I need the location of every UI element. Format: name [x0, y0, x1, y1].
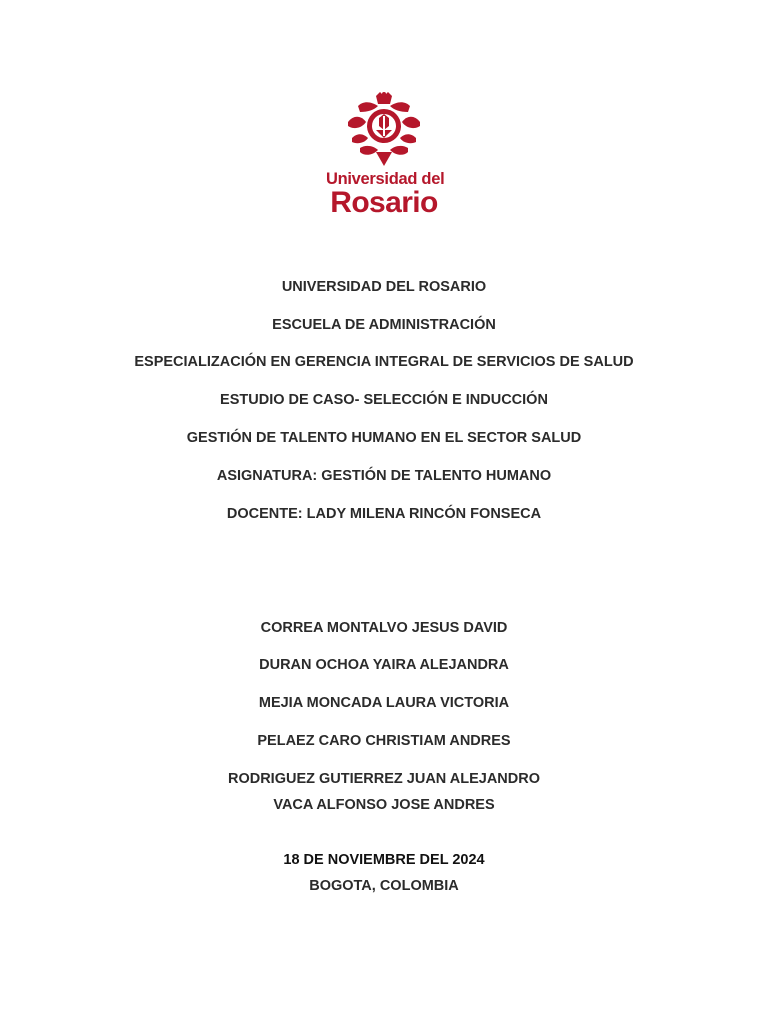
author-name: VACA ALFONSO JOSE ANDRES — [273, 797, 495, 813]
author-name: RODRIGUEZ GUTIERREZ JUAN ALEJANDRO — [227, 771, 541, 787]
author-name: DURAN OCHOA YAIRA ALEJANDRA — [259, 657, 509, 673]
logo-text-line1: Universidad del — [326, 170, 445, 188]
school-title: ESCUELA DE ADMINISTRACIÓN — [272, 317, 496, 333]
university-logo — [326, 92, 445, 226]
program-title: ESPECIALIZACIÓN EN GERENCIA INTEGRAL DE SERVICIOS DE SALUD — [134, 354, 634, 370]
university-crest-icon — [346, 92, 422, 166]
case-study-title: ESTUDIO DE CASO- SELECCIÓN E INDUCCIÓN — [220, 392, 548, 408]
subject-line: ASIGNATURA: GESTIÓN DE TALENTO HUMANO — [216, 468, 552, 484]
author-name: MEJIA MONCADA LAURA VICTORIA — [258, 695, 510, 711]
author-name: PELAEZ CARO CHRISTIAM ANDRES — [257, 733, 511, 749]
document-date: 18 DE NOVIEMBRE DEL 2024 — [283, 852, 485, 868]
logo-text-line2: Rosario — [330, 186, 438, 219]
document-place: BOGOTA, COLOMBIA — [309, 878, 459, 894]
author-name: CORREA MONTALVO JESUS DAVID — [260, 620, 508, 636]
university-title: UNIVERSIDAD DEL ROSARIO — [281, 279, 487, 295]
teacher-line: DOCENTE: LADY MILENA RINCÓN FONSECA — [226, 506, 542, 522]
topic-title: GESTIÓN DE TALENTO HUMANO EN EL SECTOR SALUD — [186, 430, 582, 446]
